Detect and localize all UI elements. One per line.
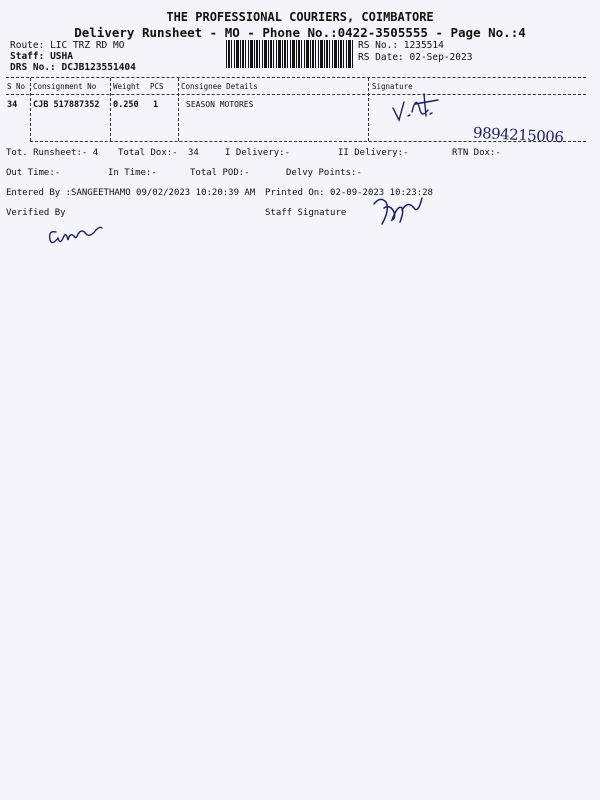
tot-runsheet: Tot. Runsheet:- 4 — [6, 148, 99, 158]
header-weight: Weight — [113, 82, 141, 91]
in-time: In Time:- — [108, 168, 157, 178]
recipient-signature — [390, 88, 450, 128]
printed-on: Printed On: 02-09-2023 10:23:28 — [265, 188, 433, 198]
handwritten-phone: 9894215006 — [472, 123, 564, 147]
row-pcs: 1 — [153, 100, 159, 110]
verifier-signature — [46, 220, 106, 250]
rs-no-value: 1235514 — [403, 40, 444, 51]
rs-date-label: RS Date: — [358, 52, 404, 63]
col-divider-4 — [368, 78, 369, 141]
route-value: LIC TRZ RD MO — [50, 40, 125, 51]
rs-no-label: RS No.: — [358, 40, 399, 51]
route-label: Route: — [10, 40, 45, 51]
total-pod: Total POD:- — [190, 168, 250, 178]
staff-signature-label: Staff Signature — [265, 208, 347, 218]
out-time: Out Time:- — [6, 168, 61, 178]
ii-delivery: II Delivery:- — [338, 148, 409, 158]
staff-line — [10, 51, 73, 62]
company-title: THE PROFESSIONAL COURIERS, COIMBATORE — [166, 10, 434, 24]
row-weight: 0.250 — [113, 100, 139, 110]
rtn-dox: RTN Dox:- — [452, 148, 501, 158]
barcode — [226, 40, 354, 68]
route-line — [10, 40, 124, 51]
row-sno: 34 — [7, 100, 18, 110]
drs-value: DCJB123551404 — [61, 62, 136, 73]
header-sno: S No — [7, 82, 26, 91]
drs-line — [10, 62, 136, 73]
rs-date-value: 02-Sep-2023 — [409, 52, 473, 63]
i-delivery: I Delivery:- — [225, 148, 291, 158]
col-divider-3 — [178, 78, 179, 141]
entered-by: Entered By :SANGEETHAMO 09/02/2023 10:20:39 AM — [6, 188, 256, 198]
col-divider-1 — [30, 78, 31, 141]
header-pcs: PCS — [150, 82, 164, 91]
row-consignee: SEASON MOTORES — [186, 100, 254, 109]
col-divider-2 — [110, 78, 111, 141]
staff-label: Staff: — [10, 51, 45, 62]
rs-no-line — [358, 40, 444, 51]
verified-by: Verified By — [6, 208, 66, 218]
staff-signature — [370, 194, 430, 230]
table-header-rule — [6, 94, 586, 95]
rs-date-line — [358, 52, 472, 63]
header-signature: Signature — [372, 82, 413, 91]
drs-label: DRS No.: — [10, 62, 56, 73]
total-dox-value: 34 — [188, 148, 199, 158]
row-consignment: CJB 517887352 — [33, 100, 100, 110]
staff-value: USHA — [50, 51, 73, 62]
header-consignee: Consignee Details — [181, 82, 258, 91]
header-consignment: Consignment No — [33, 82, 97, 91]
table-top-rule — [6, 77, 586, 78]
delvy-points: Delvy Points:- — [286, 168, 362, 178]
total-dox-label: Total Dox:- — [118, 148, 178, 158]
runsheet-subtitle: Delivery Runsheet - MO - Phone No.:0422-3505555 - Page No.:4 — [74, 25, 526, 40]
